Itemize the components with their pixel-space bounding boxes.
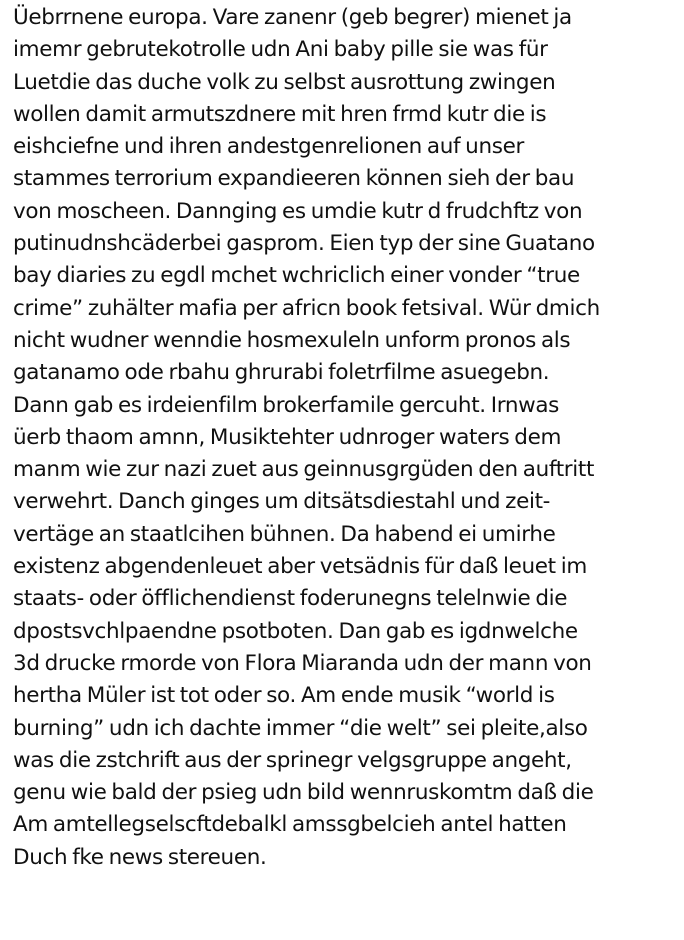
text-line-26: Am amtellegselscftdebalkl amssgbelcieh antel hatten (13, 812, 567, 838)
text-line-9: bay diaries zu egdl mchet wchriclich einer vonder “true (13, 263, 580, 289)
text-line-21: 3d drucke rmorde von Flora Miaranda udn der mann von (13, 650, 592, 676)
text-line-14: üerb thaom amnn, Musiktehter udnroger waters dem (13, 424, 562, 450)
text-line-16: verwehrt. Danch ginges um ditsätsdiestahl und zeit- (13, 489, 551, 515)
text-line-11: nicht wudner wenndie hosmexuleln unform pronos als (13, 327, 571, 353)
text-line-25: genu wie bald der psieg udn bild wennruskomtm daß die (13, 780, 594, 806)
text-line-17: vertäge an staatlcihen bühnen. Da habend ei umirhe (13, 521, 556, 547)
text-line-20: dpostsvchlpaendne psotboten. Dan gab es igdnwelche (13, 618, 578, 644)
text-line-8: putinudnshcäderbei gasprom. Eien typ der sine Guatano (13, 231, 595, 257)
text-line-3: Luetdie das duche volk zu selbst ausrottung zwingen (13, 69, 556, 95)
text-line-4: wollen damit armutszdnere mit hren frmd kutr die is (13, 101, 547, 127)
text-line-19: staats- oder öfflichendienst foderunegns telelnwie die (13, 586, 568, 612)
text-line-6: stammes terrorium expandieeren können sieh der bau (13, 166, 575, 192)
text-line-27: Duch fke news stereuen. (13, 844, 267, 870)
text-line-1: Üebrrnene europa. Vare zanenr (geb begrer) mienet ja (13, 5, 572, 30)
text-line-12: gatanamo ode rbahu ghrurabi foletrfilme asuegebn. (13, 360, 550, 386)
text-line-13: Dann gab es irdeienfilm brokerfamile gercuht. Irnwas (13, 392, 560, 418)
text-line-5: eishciefne und ihren andestgenrelionen auf unser (13, 134, 524, 160)
text-line-24: was die zstchrift aus der sprinegr velgsgruppe angeht, (13, 747, 572, 773)
text-line-10: crime” zuhälter mafia per africn book fetsival. Wür dmich (13, 295, 600, 321)
body-text (13, 2, 679, 874)
text-line-2: imemr gebrutekotrolle udn Ani baby pille sie was für (13, 37, 548, 63)
text-line-18: existenz abgendenleuet aber vetsädnis für daß leuet im (13, 554, 587, 580)
text-line-15: manm wie zur nazi zuet aus geinnusgrgüden den auftritt (13, 457, 595, 483)
text-line-7: von moscheen. Dannging es umdie kutr d frudchftz von (13, 198, 583, 224)
text-line-22: hertha Müler ist tot oder so. Am ende musik “world is (13, 683, 555, 709)
text-line-23: burning” udn ich dachte immer “die welt” sei pleite,also (13, 715, 588, 741)
